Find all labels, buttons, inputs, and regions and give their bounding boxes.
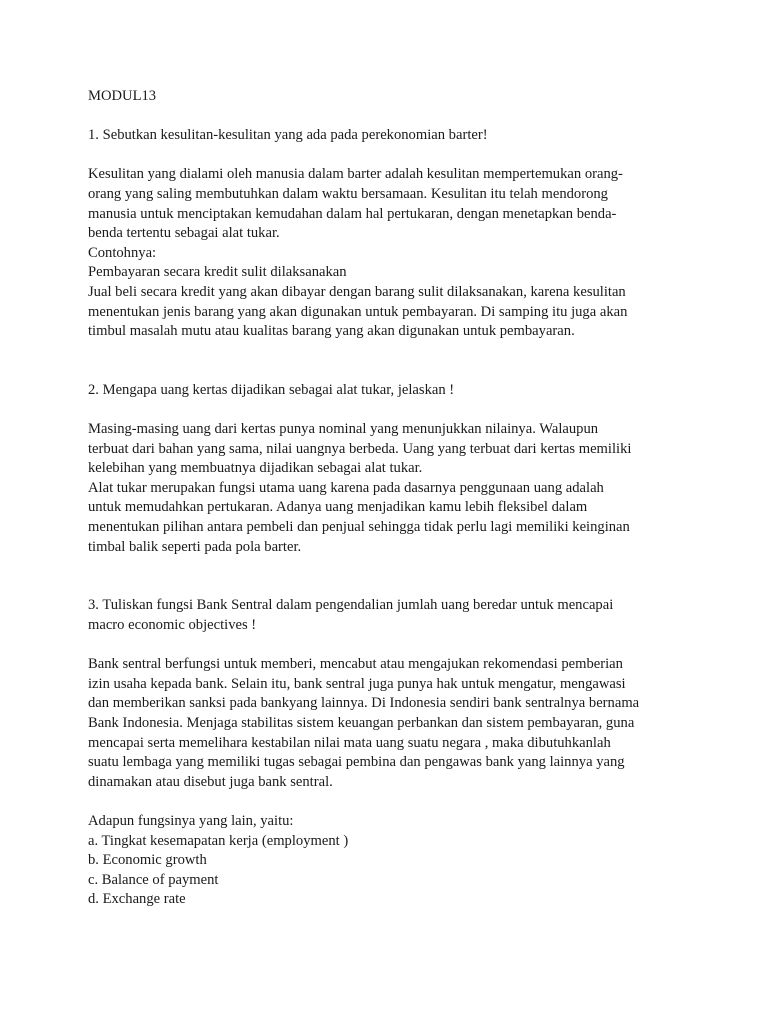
spacer: [88, 342, 688, 381]
question-2: 2. Mengapa uang kertas dijadikan sebagai alat tukar, jelaskan !: [88, 381, 455, 398]
spacer: [88, 107, 688, 127]
answer-1-line: orang yang saling membutuhkan dalam waktu bersamaan. Kesulitan itu telah mendorong: [88, 185, 608, 202]
answer-3-line: dinamakan atau disebut juga bank sentral.: [88, 773, 333, 790]
list-item: b. Economic growth: [88, 852, 207, 869]
answer-1-line: timbul masalah mutu atau kualitas barang yang akan digunakan untuk pembayaran.: [88, 323, 575, 340]
answer-2-line: Masing-masing uang dari kertas punya nominal yang menunjukkan nilainya. Walaupun: [88, 421, 599, 438]
answer-3-line: mencapai serta memelihara kestabilan nilai mata uang suatu negara , maka dibutuhkanlah: [88, 734, 611, 751]
document-body: [88, 87, 688, 910]
question-1: 1. Sebutkan kesulitan-kesulitan yang ada pada perekonomian barter!: [88, 127, 488, 144]
answer-2-line: kelebihan yang membuatnya dijadikan sebagai alat tukar.: [88, 460, 423, 477]
answer-1-line: benda tertentu sebagai alat tukar.: [88, 225, 280, 242]
question-3-line: macro economic objectives !: [88, 617, 257, 634]
answer-2-line: untuk memudahkan pertukaran. Adanya uang menjadikan kamu lebih fleksibel dalam: [88, 499, 588, 516]
answer-3-line: Bank Indonesia. Menjaga stabilitas sistem keuangan perbankan dan sistem pembayaran, guna: [88, 715, 635, 731]
list-item: c. Balance of payment: [88, 871, 219, 888]
answer-3-line: dan memberikan sanksi pada bankyang lainnya. Di Indonesia sendiri bank sentralnya bernama: [88, 695, 640, 712]
answer-3-line: izin usaha kepada bank. Selain itu, bank sentral juga punya hak untuk mengatur, mengawasi: [88, 675, 626, 692]
answer-1-line: Contohnya:: [88, 244, 157, 261]
answer-2-line: menentukan pilihan antara pembeli dan penjual sehingga tidak perlu lagi memiliki keinginan: [88, 519, 630, 536]
spacer: [88, 557, 688, 596]
answer-2-line: terbuat dari bahan yang sama, nilai uangnya berbeda. Uang yang terbuat dari kertas memiliki: [88, 440, 632, 457]
answer-2-line: Alat tukar merupakan fungsi utama uang karena pada dasarnya penggunaan uang adalah: [88, 479, 604, 496]
spacer: [88, 146, 688, 166]
answer-1-line: Kesulitan yang dialami oleh manusia dalam barter adalah kesulitan mempertemukan orang-: [88, 166, 623, 183]
spacer: [88, 636, 688, 656]
document-title: MODUL13: [88, 88, 157, 104]
answer-3-line: suatu lembaga yang memiliki tugas sebagai pembina dan pengawas bank yang lainnya yang: [88, 754, 625, 771]
answer-1-line: menentukan jenis barang yang akan digunakan untuk pembayaran. Di samping itu juga akan: [88, 303, 628, 320]
spacer: [88, 792, 688, 812]
list-intro: Adapun fungsinya yang lain, yaitu:: [88, 812, 294, 829]
question-3-line: 3. Tuliskan fungsi Bank Sentral dalam pengendalian jumlah uang beredar untuk mencapai: [88, 597, 614, 614]
spacer: [88, 401, 688, 421]
answer-3-line: Bank sentral berfungsi untuk memberi, mencabut atau mengajukan rekomendasi pemberian: [88, 656, 623, 673]
answer-2-line: timbal balik seperti pada pola barter.: [88, 538, 302, 555]
list-item: d. Exchange rate: [88, 891, 186, 908]
answer-1-line: Pembayaran secara kredit sulit dilaksanakan: [88, 264, 347, 281]
list-item: a. Tingkat kesemapatan kerja (employment ): [88, 832, 349, 849]
answer-1-line: manusia untuk menciptakan kemudahan dalam hal pertukaran, dengan menetapkan benda-: [88, 205, 617, 222]
answer-1-line: Jual beli secara kredit yang akan dibayar dengan barang sulit dilaksanakan, karena kesulitan: [88, 283, 626, 300]
